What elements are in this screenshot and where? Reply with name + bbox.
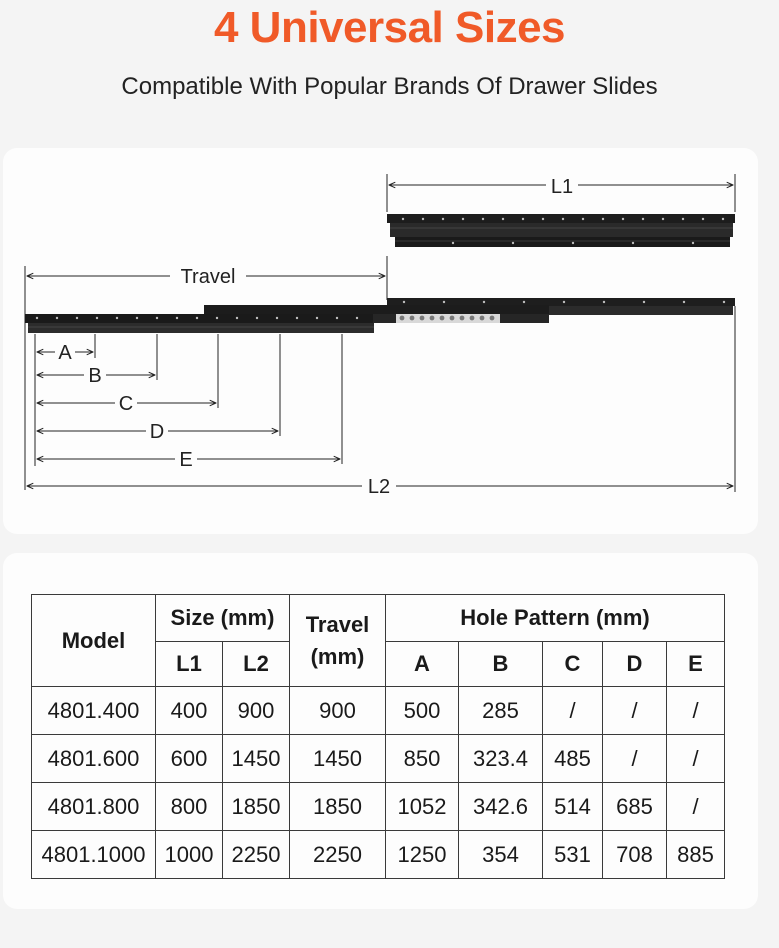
table-row: [32, 735, 725, 783]
cell-c: /: [543, 687, 603, 735]
page-subtitle: Compatible With Popular Brands Of Drawer Slides: [121, 73, 658, 100]
cell-b: 354: [459, 831, 543, 879]
header-l1: L1: [156, 642, 223, 687]
header-size: Size (mm): [156, 595, 290, 642]
label-c: C: [118, 393, 134, 415]
header-e: E: [667, 642, 725, 687]
cell-l2: 2250: [223, 831, 290, 879]
header-b: B: [459, 642, 543, 687]
header-d: D: [603, 642, 667, 687]
cell-c: 514: [543, 783, 603, 831]
header-model: Model: [32, 595, 156, 687]
cell-e: /: [667, 735, 725, 783]
cell-l1: 400: [156, 687, 223, 735]
header-c: C: [543, 642, 603, 687]
cell-l1: 800: [156, 783, 223, 831]
cell-model: 4801.1000: [32, 831, 156, 879]
table-row: [32, 831, 725, 879]
cell-l1: 600: [156, 735, 223, 783]
header-travel-line2: (mm): [310, 643, 365, 669]
header-hole-pattern: Hole Pattern (mm): [386, 595, 725, 642]
cell-travel: 1850: [290, 783, 386, 831]
cell-a: 1052: [386, 783, 459, 831]
cell-a: 1250: [386, 831, 459, 879]
cell-d: 685: [603, 783, 667, 831]
label-l2: L2: [367, 476, 391, 498]
cell-e: /: [667, 783, 725, 831]
cell-model: 4801.400: [32, 687, 156, 735]
cell-b: 285: [459, 687, 543, 735]
cell-c: 485: [543, 735, 603, 783]
closed-rail: [387, 214, 735, 247]
header-travel: [290, 595, 386, 687]
cell-d: /: [603, 735, 667, 783]
label-d: D: [149, 421, 165, 443]
cell-b: 342.6: [459, 783, 543, 831]
cell-travel: 900: [290, 687, 386, 735]
header-travel-line1: Travel: [305, 611, 370, 637]
cell-a: 500: [386, 687, 459, 735]
label-e: E: [179, 449, 193, 471]
cell-l1: 1000: [156, 831, 223, 879]
cell-model: 4801.800: [32, 783, 156, 831]
spec-table: [31, 594, 725, 879]
slide-diagram: [3, 148, 758, 534]
page-title: 4 Universal Sizes: [213, 3, 566, 52]
cell-b: 323.4: [459, 735, 543, 783]
table-row: [32, 687, 725, 735]
cell-travel: 1450: [290, 735, 386, 783]
extended-rail: [25, 298, 735, 333]
header-l2: L2: [223, 642, 290, 687]
cell-d: 708: [603, 831, 667, 879]
cell-l2: 1450: [223, 735, 290, 783]
table-header-row: [32, 595, 725, 642]
cell-model: 4801.600: [32, 735, 156, 783]
cell-e: 885: [667, 831, 725, 879]
label-b: B: [88, 365, 102, 387]
cell-l2: 900: [223, 687, 290, 735]
label-l1: L1: [550, 176, 574, 198]
label-a: A: [58, 342, 72, 364]
table-row: [32, 783, 725, 831]
cell-d: /: [603, 687, 667, 735]
cell-c: 531: [543, 831, 603, 879]
label-travel: Travel: [180, 266, 236, 288]
cell-l2: 1850: [223, 783, 290, 831]
header-a: A: [386, 642, 459, 687]
spec-table-panel: [3, 553, 758, 909]
cell-travel: 2250: [290, 831, 386, 879]
cell-a: 850: [386, 735, 459, 783]
diagram-panel: [3, 148, 758, 534]
cell-e: /: [667, 687, 725, 735]
